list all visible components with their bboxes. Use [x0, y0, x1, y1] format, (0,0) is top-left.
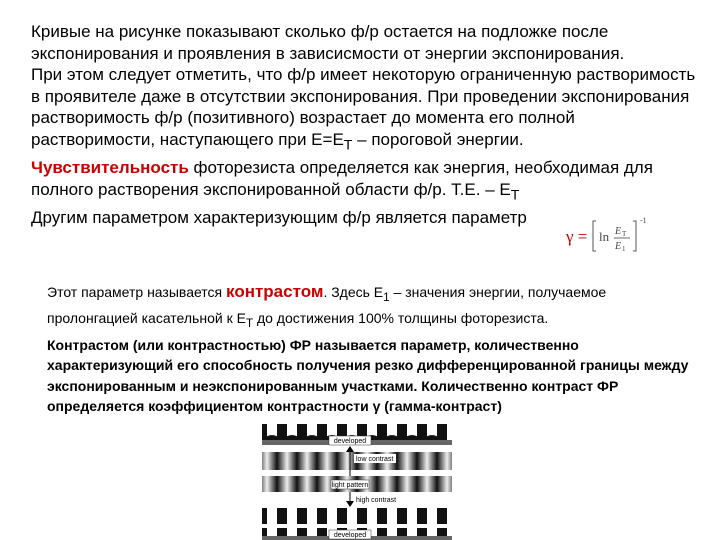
high-contrast-bar	[262, 508, 452, 524]
solubility-text: При этом следует отметить, что ф/р имеет некоторую ограниченную растворимость в проявителе даже в отсутствии экспонирования. При проведении экспонирования растворимость ф/р (позитивного) возрастает до момента его полной растворимости, наступающего при E=E	[31, 65, 696, 149]
ln-label: ln	[599, 229, 610, 244]
sensitivity-subscript: T	[510, 186, 520, 203]
sensitivity-term: Чувствительность	[31, 157, 189, 177]
threshold-subscript: T	[343, 137, 353, 154]
contrast-text	[47, 282, 697, 417]
contrast-intro: Этот параметр называется	[47, 284, 227, 300]
contrast-term: контрастом	[226, 282, 324, 301]
contrast-diagram	[257, 416, 457, 540]
e1-subscript: 1	[383, 290, 390, 304]
paragraph-solubility	[31, 64, 701, 157]
gamma-symbol: γ =	[566, 227, 588, 246]
label-low-contrast: low contrast	[356, 456, 394, 463]
solubility-tail: – пороговой энергии.	[352, 129, 524, 149]
sensitivity-text: фоторезиста определяется как энергия, необходимая для полного растворения экспонированной области ф/р. Т.Е. – E	[31, 157, 653, 199]
label-light-pattern: light pattern	[331, 482, 369, 489]
contrast-thickness: до достижения 100% толщины фоторезиста.	[253, 310, 549, 327]
paragraph-sensitivity	[31, 157, 701, 207]
right-bracket	[633, 221, 636, 251]
intro-text	[31, 21, 701, 228]
contrast-e1: . Здесь E	[323, 284, 384, 300]
label-high-contrast: high contrast	[356, 497, 397, 504]
paragraph-contrast-def	[47, 282, 697, 335]
contrast-tangent: – значения энергии, получаемое пролонгацией касательной к E	[47, 284, 607, 327]
paragraph-curves: Кривые на рисунке показывают сколько ф/р остается на подложке после экспонирования и проявления в зависисмости от энергии экспонирования.	[31, 22, 625, 63]
numerator: E	[615, 226, 622, 237]
paragraph-other-parameter: Другим параметром характеризующим ф/р является параметр	[31, 207, 527, 227]
denominator-subscript: 1	[622, 245, 626, 253]
left-bracket	[593, 221, 596, 251]
denominator: E	[615, 241, 622, 252]
exponent: -1	[640, 216, 647, 225]
label-developed-bottom: developed	[333, 532, 367, 539]
numerator-subscript: T	[622, 230, 627, 238]
gamma-formula	[560, 211, 670, 257]
paragraph-contrast-bold: Контрастом (или контрастностью) ФР называется параметр, количественно характеризующий его способность получения резко дифференцированной границы между экспонированным и неэкспонированным участками. Количественно контраст ФР определяется коэффициентом контрастности γ (гамма-контраст)	[47, 336, 689, 415]
label-developed-top: developed	[333, 438, 367, 445]
et-subscript: T	[245, 317, 254, 331]
